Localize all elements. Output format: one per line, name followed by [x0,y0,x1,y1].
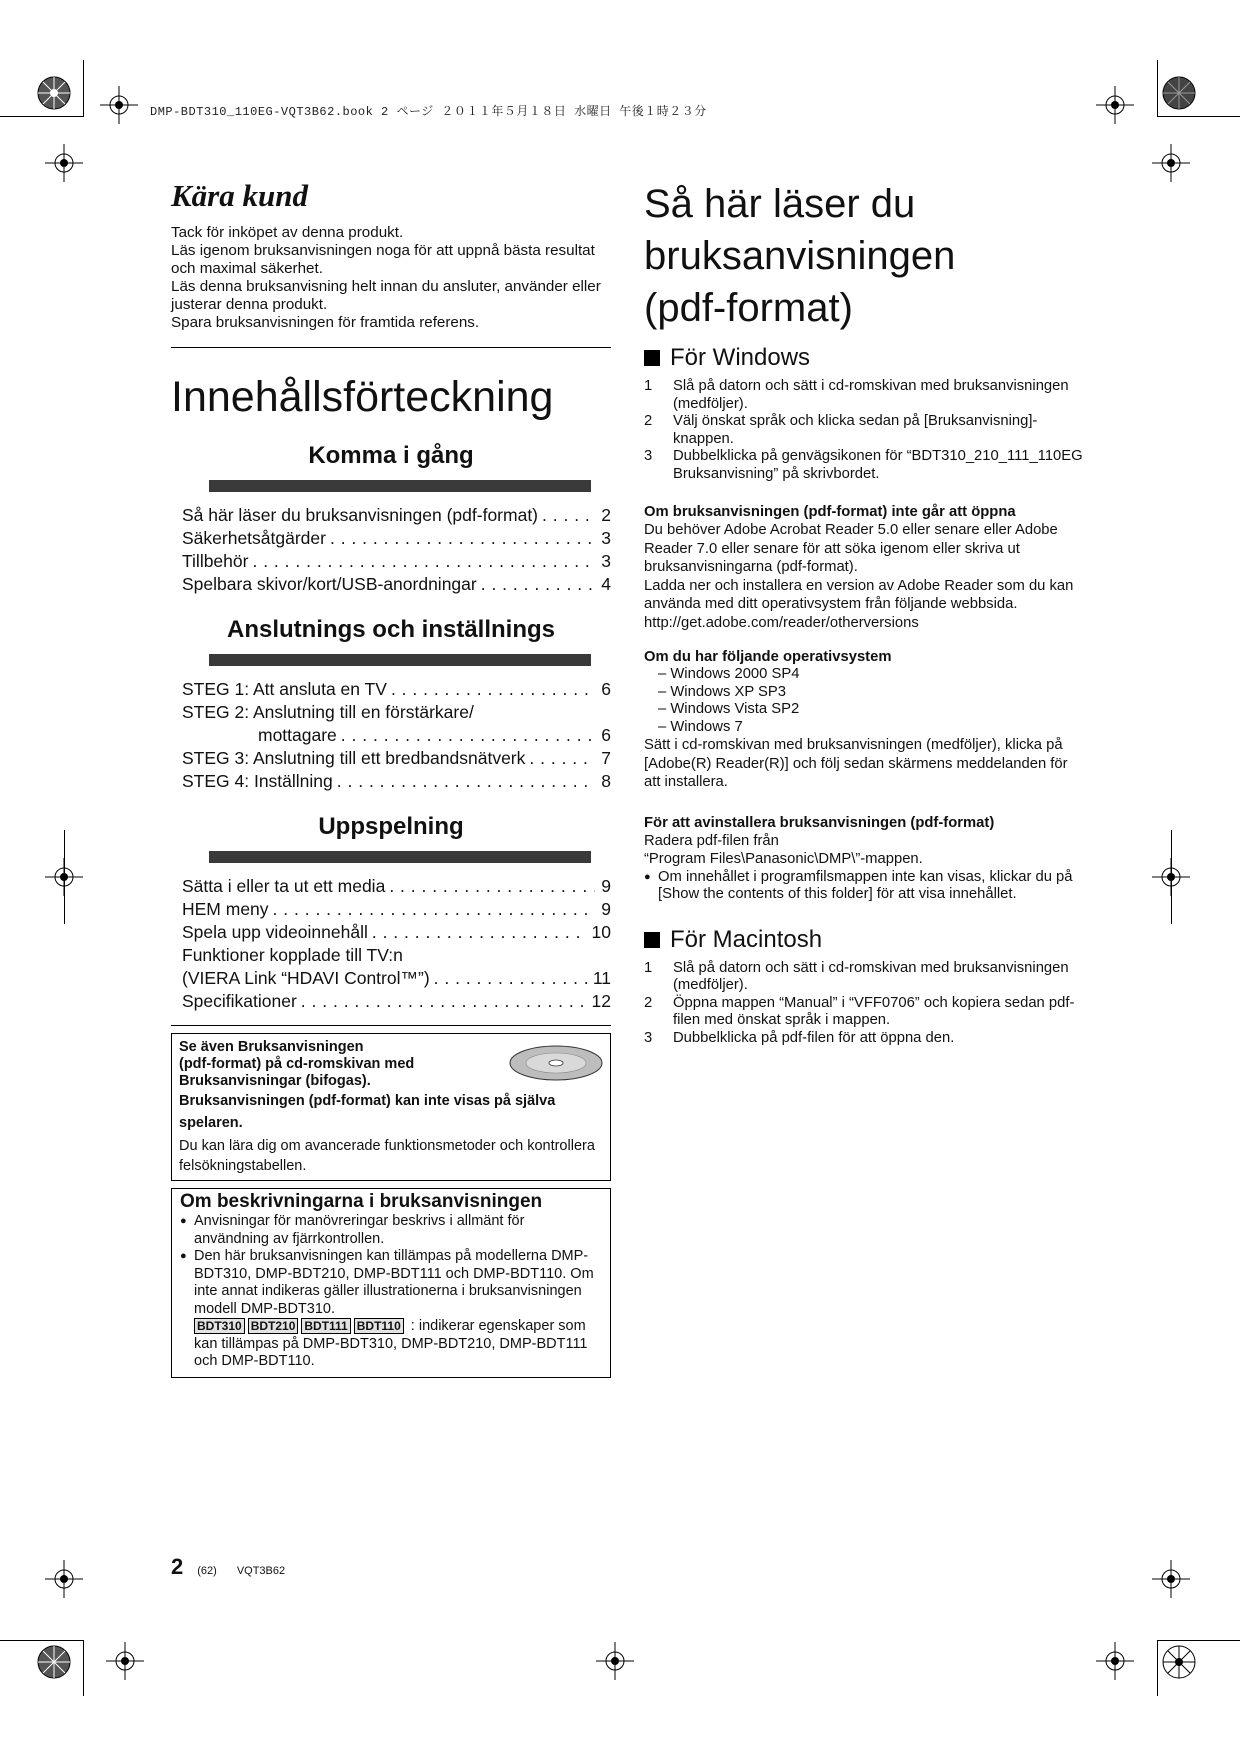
toc-entry[interactable] [182,944,611,967]
toc-entry-page: 7 [601,748,611,768]
windows-heading [644,344,1084,372]
greeting-line: Tack för inköpet av denna produkt. [171,224,404,241]
title-line: Så här läser du [644,182,916,226]
uninstall-notes [644,869,1084,904]
toc-entry-text: mottagare [258,725,337,745]
step-text: Öppna mappen “Manual” i “VFF0706” och kopiera sedan pdf-filen med önskat språk i mappen. [673,994,1075,1028]
step-text: Dubbelklicka på pdf-filen för att öppna den. [673,1029,955,1046]
model-badge: BDT310 [194,1318,245,1334]
step-text: Dubbelklicka på genvägsikonen för “BDT310_210_111_110EG Bruksanvisning” på skrivbordet. [673,448,1083,482]
toc-entry-text: Funktioner kopplade till TV:n [182,945,403,965]
subsection-text: Du behöver Adobe Acrobat Reader 5.0 eller senare eller Adobe Reader 7.0 eller senare för att söka igenom eller skriva ut bruksanvisningarna (pdf-format). [644,522,1058,575]
toc-entry-page: 11 [592,968,611,988]
description-list [180,1213,602,1371]
toc-entry-page: 6 [601,679,611,699]
page-number: 2 [171,1554,184,1579]
color-rosette-icon [36,1644,72,1680]
step-number: 1 [644,378,653,394]
mac-steps [644,960,1084,1048]
toc-entry-text: STEG 4: Inställning [182,771,333,791]
subsection-text: Radera pdf-filen från [644,832,779,849]
toc-entry-page: 2 [601,505,611,525]
greeting-line: Spara bruksanvisningen för framtida referens. [171,314,480,331]
step-number: 1 [644,959,653,976]
square-bullet-icon [644,350,660,366]
step-number: 3 [644,1029,653,1046]
subsection-text: Ladda ner och installera en version av Adobe Reader som du kan använda med ditt operativsystem från följande webbsida. [644,577,1074,612]
model-badge: BDT210 [248,1318,299,1334]
toc-entry[interactable] [182,701,611,724]
toc-entry-page: 6 [601,725,611,745]
step-item [644,995,1084,1030]
toc-entry-text: Tillbehör [182,551,249,571]
step-text: Slå på datorn och sätt i cd-romskivan med bruksanvisningen (medföljer). [673,959,1069,993]
color-rosette-icon [1161,1644,1197,1680]
toc-entry-text: STEG 1: Att ansluta en TV [182,679,387,699]
page-footer [171,1554,305,1580]
note-bold-line: (pdf-format) på cd-romskivan med [179,1056,415,1072]
toc-section [171,813,611,1013]
step-item [644,413,1084,448]
greeting-title: Kära kund [171,178,308,213]
section-bar [209,851,591,863]
adobe-url-link[interactable]: http://get.adobe.com/reader/otherversions [644,614,919,631]
toc-entry[interactable] [182,990,611,1013]
toc-entry-page: 10 [591,922,611,942]
toc-entry[interactable] [182,678,611,701]
toc-entry[interactable] [182,747,611,770]
toc-section-heading: Anslutnings och inställnings [226,616,555,643]
os-list [644,666,1084,736]
color-rosette-icon [36,75,72,111]
divider [171,1025,611,1026]
toc-entry-text: STEG 2: Anslutning till en förstärkare/ [182,702,474,722]
toc-list [182,504,611,596]
subsection-title: För att avinstallera bruksanvisningen (pdf-format) [644,814,995,831]
toc-entry[interactable] [182,967,611,990]
subsection-title: Om du har följande operativsystem [644,649,892,665]
document-code: VQT3B62 [236,1565,286,1577]
toc-entry[interactable] [182,550,611,573]
toc-title: Innehållsförteckning [171,373,554,421]
toc-entry-text: STEG 3: Anslutning till ett bredbandsnätverk [182,748,526,768]
left-column [171,178,611,1378]
step-number: 2 [644,413,653,429]
toc-entry-text: (VIERA Link “HDAVI Control™”) [182,968,430,988]
toc-list [182,678,611,793]
toc-entry[interactable] [182,573,611,596]
toc-entry[interactable] [182,527,611,550]
toc-entry[interactable] [182,724,611,747]
toc-entry-text: Specifikationer [182,991,297,1011]
step-number: 2 [644,994,653,1011]
os-item: – Windows 2000 SP4 [658,666,800,682]
os-item: – Windows XP SP3 [658,683,787,700]
uninstall-note: ● Om innehållet i programfilsmappen inte kan visas, klickar du på [Show the contents of this folder] för att visa innehållet. [644,869,1084,904]
toc-section [171,616,611,793]
toc-entry-page: 9 [601,899,611,919]
mac-heading-text: För Macintosh [670,925,823,953]
right-column [644,178,1084,1047]
toc-entry-text: Spela upp videoinnehåll [182,922,368,942]
mac-heading [644,926,1084,954]
note-text: Du kan lära dig om avancerade funktionsmetoder och kontrollera felsökningstabellen. [179,1138,595,1174]
toc-list [182,875,611,1013]
toc-entry[interactable] [182,504,611,527]
cannot-open-section [644,503,1084,632]
toc-entry-page: 3 [601,551,611,571]
windows-steps [644,378,1084,483]
subsection-text: Sätt i cd-romskivan med bruksanvisningen (medföljer), klicka på [Adobe(R) Reader(R)] och följ sedan skärmens meddelanden för att installera. [644,737,1068,790]
registration-mark-icon [100,86,138,124]
subsection-text: “Program Files\Panasonic\DMP\”-mappen. [644,851,923,867]
registration-mark-icon [45,1560,83,1598]
description-box [171,1188,611,1378]
step-text: Slå på datorn och sätt i cd-romskivan med bruksanvisningen (medföljer). [673,378,1069,412]
registration-mark-icon [1096,86,1134,124]
note-bold-line: Bruksanvisningar (bifogas). [179,1073,371,1089]
title-line: (pdf-format) [644,286,853,330]
step-text: Välj önskat språk och klicka sedan på [Bruksanvisning]-knappen. [673,413,1038,447]
title-line: bruksanvisningen [644,234,956,278]
registration-mark-icon [45,144,83,182]
greeting-text [171,224,611,332]
os-item: – Windows 7 [658,718,743,735]
os-section [644,648,1084,792]
section-bar [209,480,591,492]
toc-entry-page: 8 [601,771,611,791]
print-header: DMP-BDT310_110EG-VQT3B62.book 2 ページ ２０１１年５月１８日 水曜日 午後１時２３分 [150,105,707,119]
windows-heading-text: För Windows [670,344,811,371]
toc-entry-page: 9 [601,876,611,896]
toc-section-heading: Uppspelning [318,813,464,840]
description-item [180,1248,602,1371]
description-item: ● Anvisningar för manövreringar beskrivs i allmänt för användning av fjärrkontrollen. [180,1213,602,1248]
model-badge: BDT110 [354,1318,404,1334]
toc-entry-page: 3 [601,528,611,548]
badge-explanation: : indikerar egenskaper som kan tillämpas på DMP-BDT310, DMP-BDT210, DMP-BDT111 och DMP-BDT110. [194,1318,588,1369]
step-item [644,960,1084,995]
model-badge: BDT111 [301,1318,350,1334]
toc-entry-text: Så här läser du bruksanvisningen (pdf-format) [182,505,539,525]
square-bullet-icon [644,932,660,948]
toc-entry-text: Sätta i eller ta ut ett media [182,876,386,896]
toc-entry-text: Säkerhetsåtgärder [182,528,326,548]
greeting-line: Läs igenom bruksanvisningen noga för att uppnå bästa resultat och maximal säkerhet. [171,242,595,277]
pdf-section-title [644,178,1084,334]
section-bar [209,654,591,666]
uninstall-section [644,814,1084,904]
step-item [644,1030,1084,1048]
page-sub-number: (62) [197,1565,217,1577]
registration-mark-icon [1096,1642,1134,1680]
toc-section-heading: Komma i gång [308,442,474,469]
color-rosette-icon [1161,75,1197,111]
registration-mark-icon [1152,144,1190,182]
toc-entry[interactable] [182,921,611,944]
note-bold-line: Se även Bruksanvisningen [179,1039,364,1055]
cd-rom-disc-icon [508,1044,604,1082]
greeting-line: Läs denna bruksanvisning helt innan du ansluter, använder eller justerar denna produkt. [171,278,601,313]
divider [171,347,611,348]
registration-mark-icon [596,1642,634,1680]
toc-entry[interactable] [182,898,611,921]
toc-entry[interactable] [182,875,611,898]
pdf-note-box [171,1033,611,1181]
step-item [644,448,1084,483]
toc-entry-text: HEM meny [182,899,269,919]
os-item: – Windows Vista SP2 [658,701,800,717]
subsection-title: Om bruksanvisningen (pdf-format) inte går att öppna [644,504,1016,520]
toc-entry[interactable] [182,770,611,793]
toc-entry-page: 4 [601,574,611,594]
step-item [644,378,1084,413]
toc-entry-page: 12 [591,991,611,1011]
registration-mark-icon [1152,1560,1190,1598]
note-bold-line: Bruksanvisningen (pdf-format) kan inte visas på själva spelaren. [179,1093,556,1131]
step-number: 3 [644,448,653,464]
toc-entry-text: Spelbara skivor/kort/USB-anordningar [182,574,477,594]
registration-mark-icon [106,1642,144,1680]
toc-section [171,442,611,596]
description-item-text: Den här bruksanvisningen kan tillämpas på modellerna DMP-BDT310, DMP-BDT210, DMP-BDT111 och DMP-BDT110. Om inte annat indikeras gäller illustrationerna i bruksanvisningen modell DMP-BDT310. [194,1248,594,1317]
description-heading: Om beskrivningarna i bruksanvisningen [180,1191,543,1212]
